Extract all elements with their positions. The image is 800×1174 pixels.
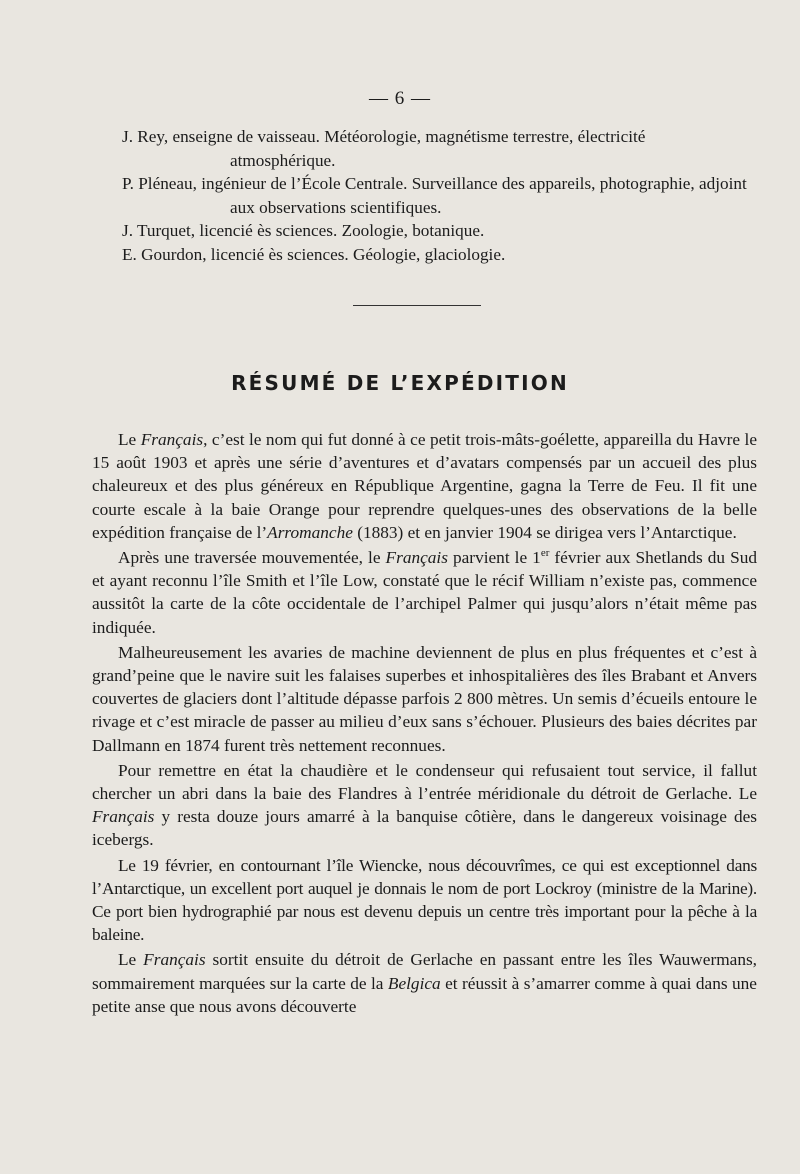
- ship-name: Arromanche: [267, 522, 353, 542]
- staff-list: [122, 125, 754, 266]
- staff-entry-rey: J. Rey, enseigne de vaisseau. Météorologie, magnétisme terrestre, électricité atmosphérique.: [122, 127, 646, 170]
- paragraph-2: Après une traversée mouvementée, le Français parvient le 1er février aux Shetlands du Sud et ayant reconnu l’île Smith et l’île Low, constaté que le récif William n’existe pas, commence aussitôt la carte de la côte occidentale de l’archipel Palmer qui jusqu’alors n’était même pas indiquée.: [92, 547, 757, 637]
- staff-entry-turquet: J. Turquet, licencié ès sciences. Zoologie, botanique.: [122, 221, 485, 240]
- body-text: [92, 428, 757, 1020]
- paragraph-6: Le Français sortit ensuite du détroit de Gerlache en passant entre les îles Wauwermans, sommairement marquées sur la carte de la Belgica et réussit à s’amarrer comme à quai dans une petite anse que nous avons découverte: [92, 950, 757, 1016]
- ship-name: Français: [140, 430, 204, 449]
- ship-name: Français: [385, 548, 448, 568]
- page-number: — 6 —: [369, 88, 431, 109]
- ship-name: Belgica: [387, 973, 441, 993]
- ordinal-superscript: er: [540, 547, 550, 560]
- ship-name: Français: [92, 807, 155, 827]
- paragraph-1: Le Français, c’est le nom qui fut donné à ce petit trois-mâts-goélette, appareilla du Havre le 15 août 1903 et après une série d’aventures et d’avatars compensés par un accueil des plus chaleureux et des plus généreux en République Argentine, gagna la Terre de Feu. Il fit une courte escale à la baie Orange pour reprendre quelques-unes des observations de la belle expédition française de l’Arromanche (1883) et en janvier 1904 se dirigea vers l’Antarctique.: [92, 430, 758, 542]
- paragraph-4: Pour remettre en état la chaudière et le condenseur qui refusaient tout service, il fallut chercher un abri dans la baie des Flandres à l’entrée méridionale du détroit de Gerlache. Le Français y resta douze jours amarré à la banquise côtière, dans le dangereux voisinage des icebergs.: [92, 760, 757, 850]
- staff-entry-pleneau: P. Pléneau, ingénieur de l’École Centrale. Surveillance des appareils, photographie, adjoint aux observations scientifiques.: [122, 174, 747, 217]
- section-heading: RÉSUMÉ DE L’EXPÉDITION: [231, 371, 569, 395]
- paragraph-3: Malheureusement les avaries de machine deviennent de plus en plus fréquentes et c’est à grand’peine que le navire suit les falaises superbes et inhospitalières des îles Brabant et Anvers couvertes de glaciers dont l’altitude dépasse parfois 2 800 mètres. Un semis d’écueils entoure le rivage et c’est miracle de passer au milieu d’eux sans s’échouer. Plusieurs des baies décrites par Dallmann en 1874 furent très nettement reconnues.: [92, 642, 757, 755]
- staff-entry-gourdon: E. Gourdon, licencié ès sciences. Géologie, glaciologie.: [122, 244, 506, 264]
- section-divider: [353, 305, 481, 306]
- ship-name: Français: [143, 950, 206, 970]
- paragraph-5: Le 19 février, en contournant l’île Wiencke, nous découvrîmes, ce qui est exceptionnel dans l’Antarctique, un excellent port auquel je donnais le nom de port Lockroy (ministre de la Marine). Ce port bien hydrographié par nous est devenu depuis un centre très important pour la pêche à la baleine.: [92, 855, 757, 945]
